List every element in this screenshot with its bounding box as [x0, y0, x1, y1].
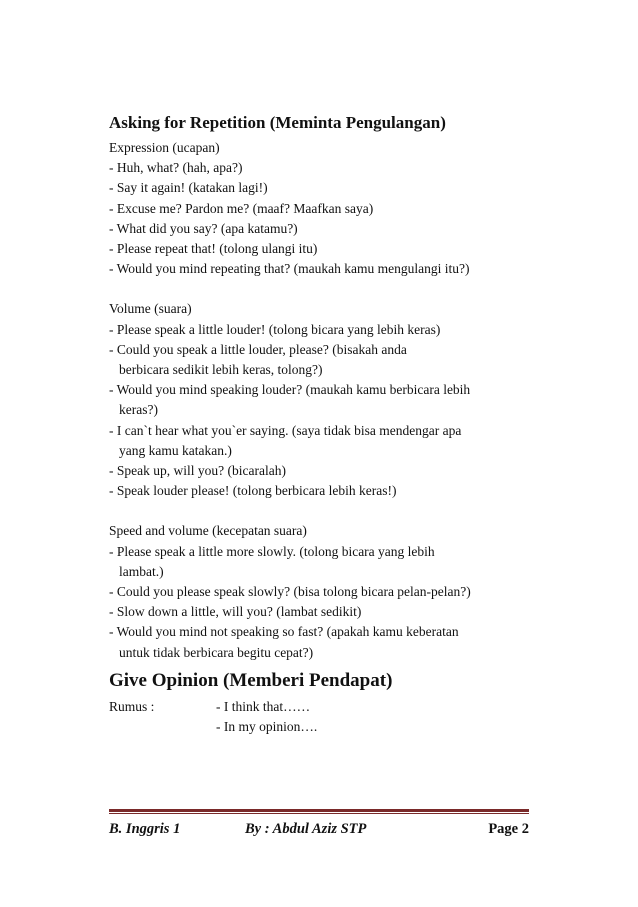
section-title-repetition: Asking for Repetition (Meminta Pengulangan)	[109, 113, 446, 132]
volume-item-continuation: keras?)	[119, 402, 158, 418]
page-footer	[109, 820, 529, 838]
spacer	[109, 501, 549, 521]
footer-divider	[109, 809, 529, 812]
expression-heading: Expression (ucapan)	[109, 140, 220, 155]
speed-item: - Could you please speak slowly? (bisa tolong bicara pelan-pelan?)	[109, 584, 471, 600]
expression-item: - Say it again! (katakan lagi!)	[109, 180, 268, 196]
volume-item: - Please speak a little louder! (tolong bicara yang lebih keras)	[109, 321, 441, 337]
expression-item: - Please repeat that! (tolong ulangi itu)	[109, 241, 318, 257]
rumus-label-spacer	[109, 717, 216, 737]
volume-item: - Would you mind speaking louder? (maukah kamu berbicara lebih	[109, 382, 471, 398]
expression-item: - Huh, what? (hah, apa?)	[109, 160, 243, 176]
speed-item: - Please speak a little more slowly. (tolong bicara yang lebih	[109, 543, 435, 559]
spacer	[109, 279, 549, 299]
volume-item-continuation: yang kamu katakan.)	[119, 442, 232, 458]
volume-item: - Speak louder please! (tolong berbicara lebih keras!)	[109, 483, 397, 499]
expression-item: - Excuse me? Pardon me? (maaf? Maafkan saya)	[109, 200, 374, 216]
expression-item: - Would you mind repeating that? (maukah kamu mengulangi itu?)	[109, 261, 470, 277]
footer-author: By : Abdul Aziz STP	[245, 821, 367, 837]
expression-item: - What did you say? (apa katamu?)	[109, 220, 298, 236]
rumus-item: - I think that……	[216, 698, 311, 714]
rumus-row	[109, 697, 549, 717]
volume-item: - Speak up, will you? (bicaralah)	[109, 463, 286, 479]
volume-item-continuation: berbicara sedikit lebih keras, tolong?)	[119, 362, 323, 378]
speed-item-continuation: untuk tidak berbicara begitu cepat?)	[119, 644, 314, 660]
volume-item: - I can`t hear what you`er saying. (saya tidak bisa mendengar apa	[109, 422, 462, 438]
rumus-label: Rumus :	[109, 698, 155, 714]
speed-item-continuation: lambat.)	[119, 563, 164, 579]
speed-item: - Slow down a little, will you? (lambat sedikit)	[109, 604, 362, 620]
speed-heading: Speed and volume (kecepatan suara)	[109, 523, 307, 539]
footer-divider-thin	[109, 813, 529, 814]
speed-item: - Would you mind not speaking so fast? (apakah kamu keberatan	[109, 624, 459, 640]
volume-heading: Volume (suara)	[109, 301, 192, 317]
section-title-opinion: Give Opinion (Memberi Pendapat)	[109, 669, 393, 691]
rumus-row	[109, 717, 549, 737]
footer-subject: B. Inggris 1	[109, 821, 181, 837]
rumus-item: - In my opinion….	[216, 719, 318, 735]
volume-item: - Could you speak a little louder, please? (bisakah anda	[109, 341, 407, 357]
page-content	[109, 112, 549, 737]
footer-page-number: Page 2	[488, 821, 529, 837]
